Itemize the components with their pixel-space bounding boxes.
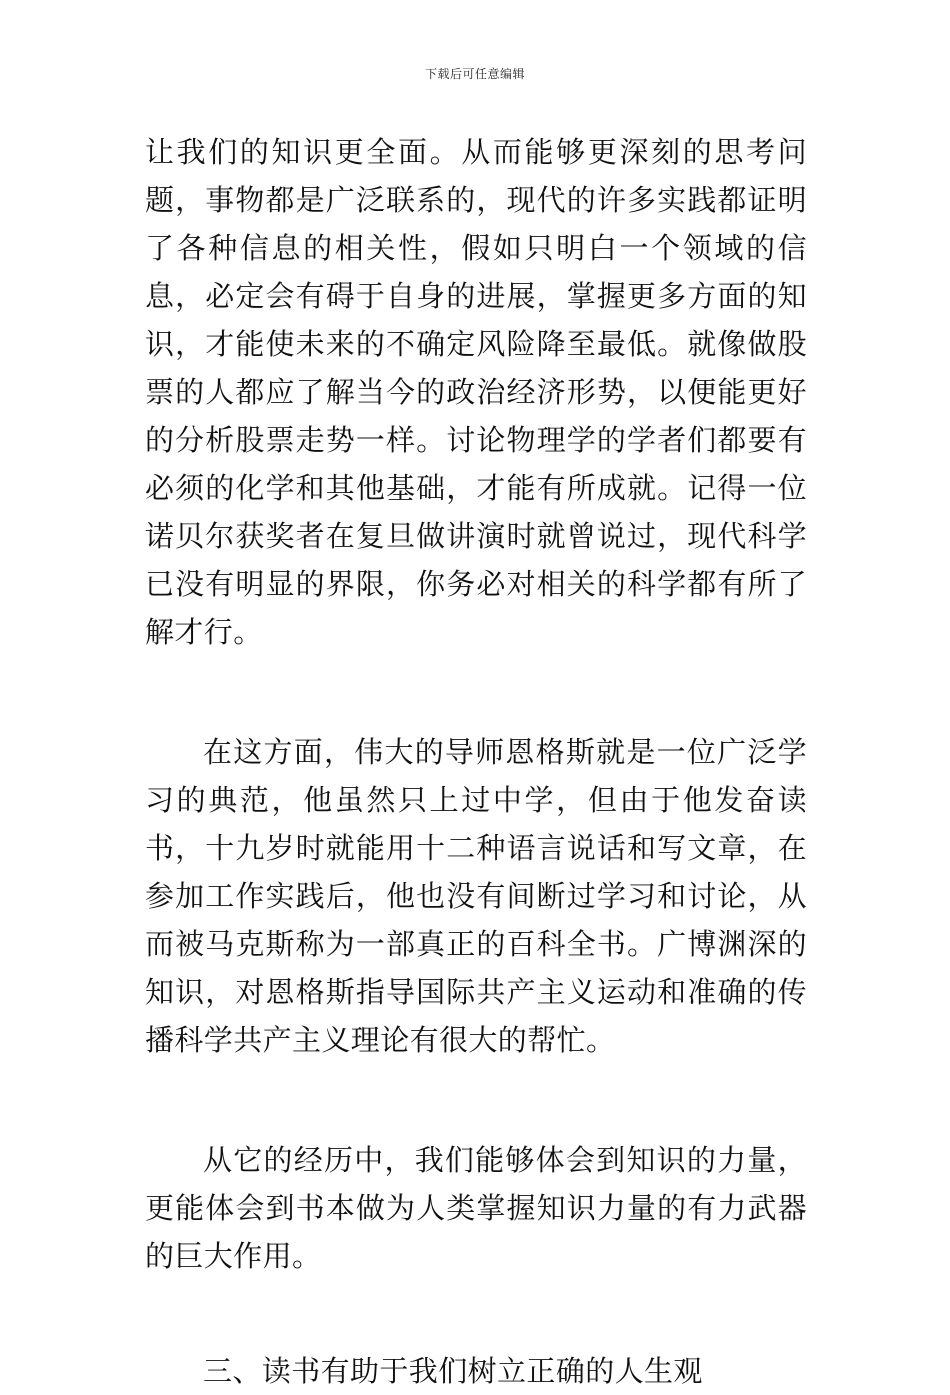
header-note: 下载后可任意编辑: [424, 67, 525, 81]
section-heading: 三、读书有助于我们树立正确的人生观: [203, 1354, 703, 1388]
paragraph-spacer: [145, 1280, 807, 1347]
body-paragraph-2: 在这方面，伟大的导师恩格斯就是一位广泛学习的典范，他虽然只上过中学，但由于他发奋读书，十九岁时就能用十二种语言说话和写文章，在参加工作实践后，他也没有间断过学习和讨论，从而被马克斯称为一部真正的百科全书。广博渊深的知识，对恩格斯指导国际共产主义运动和准确的传播科学共产主义理论有很大的帮忙。: [145, 735, 807, 1057]
paragraph-spacer: [145, 1064, 807, 1136]
body-paragraph-3: 从它的经历中，我们能够体会到知识的力量，更能体会到书本做为人类掌握知识力量的有力武器的巨大作用。: [145, 1143, 807, 1273]
paragraph-spacer: [145, 656, 807, 728]
body-paragraph-1: 让我们的知识更全面。从而能够更深刻的思考问题，事物都是广泛联系的，现代的许多实践都证明了各种信息的相关性，假如只明白一个领域的信息，必定会有碍于自身的进展，掌握更多方面的知识，才能使未来的不确定风险降至最低。就像做股票的人都应了解当今的政治经济形势，以便能更好的分析股票走势一样。讨论物理学的学者们都要有必须的化学和其他基础，才能有所成就。记得一位诺贝尔获奖者在复旦做讲演时就曾说过，现代科学已没有明显的界限，你务必对相关的科学都有所了解才行。: [145, 135, 807, 649]
document-body: [145, 128, 807, 1395]
